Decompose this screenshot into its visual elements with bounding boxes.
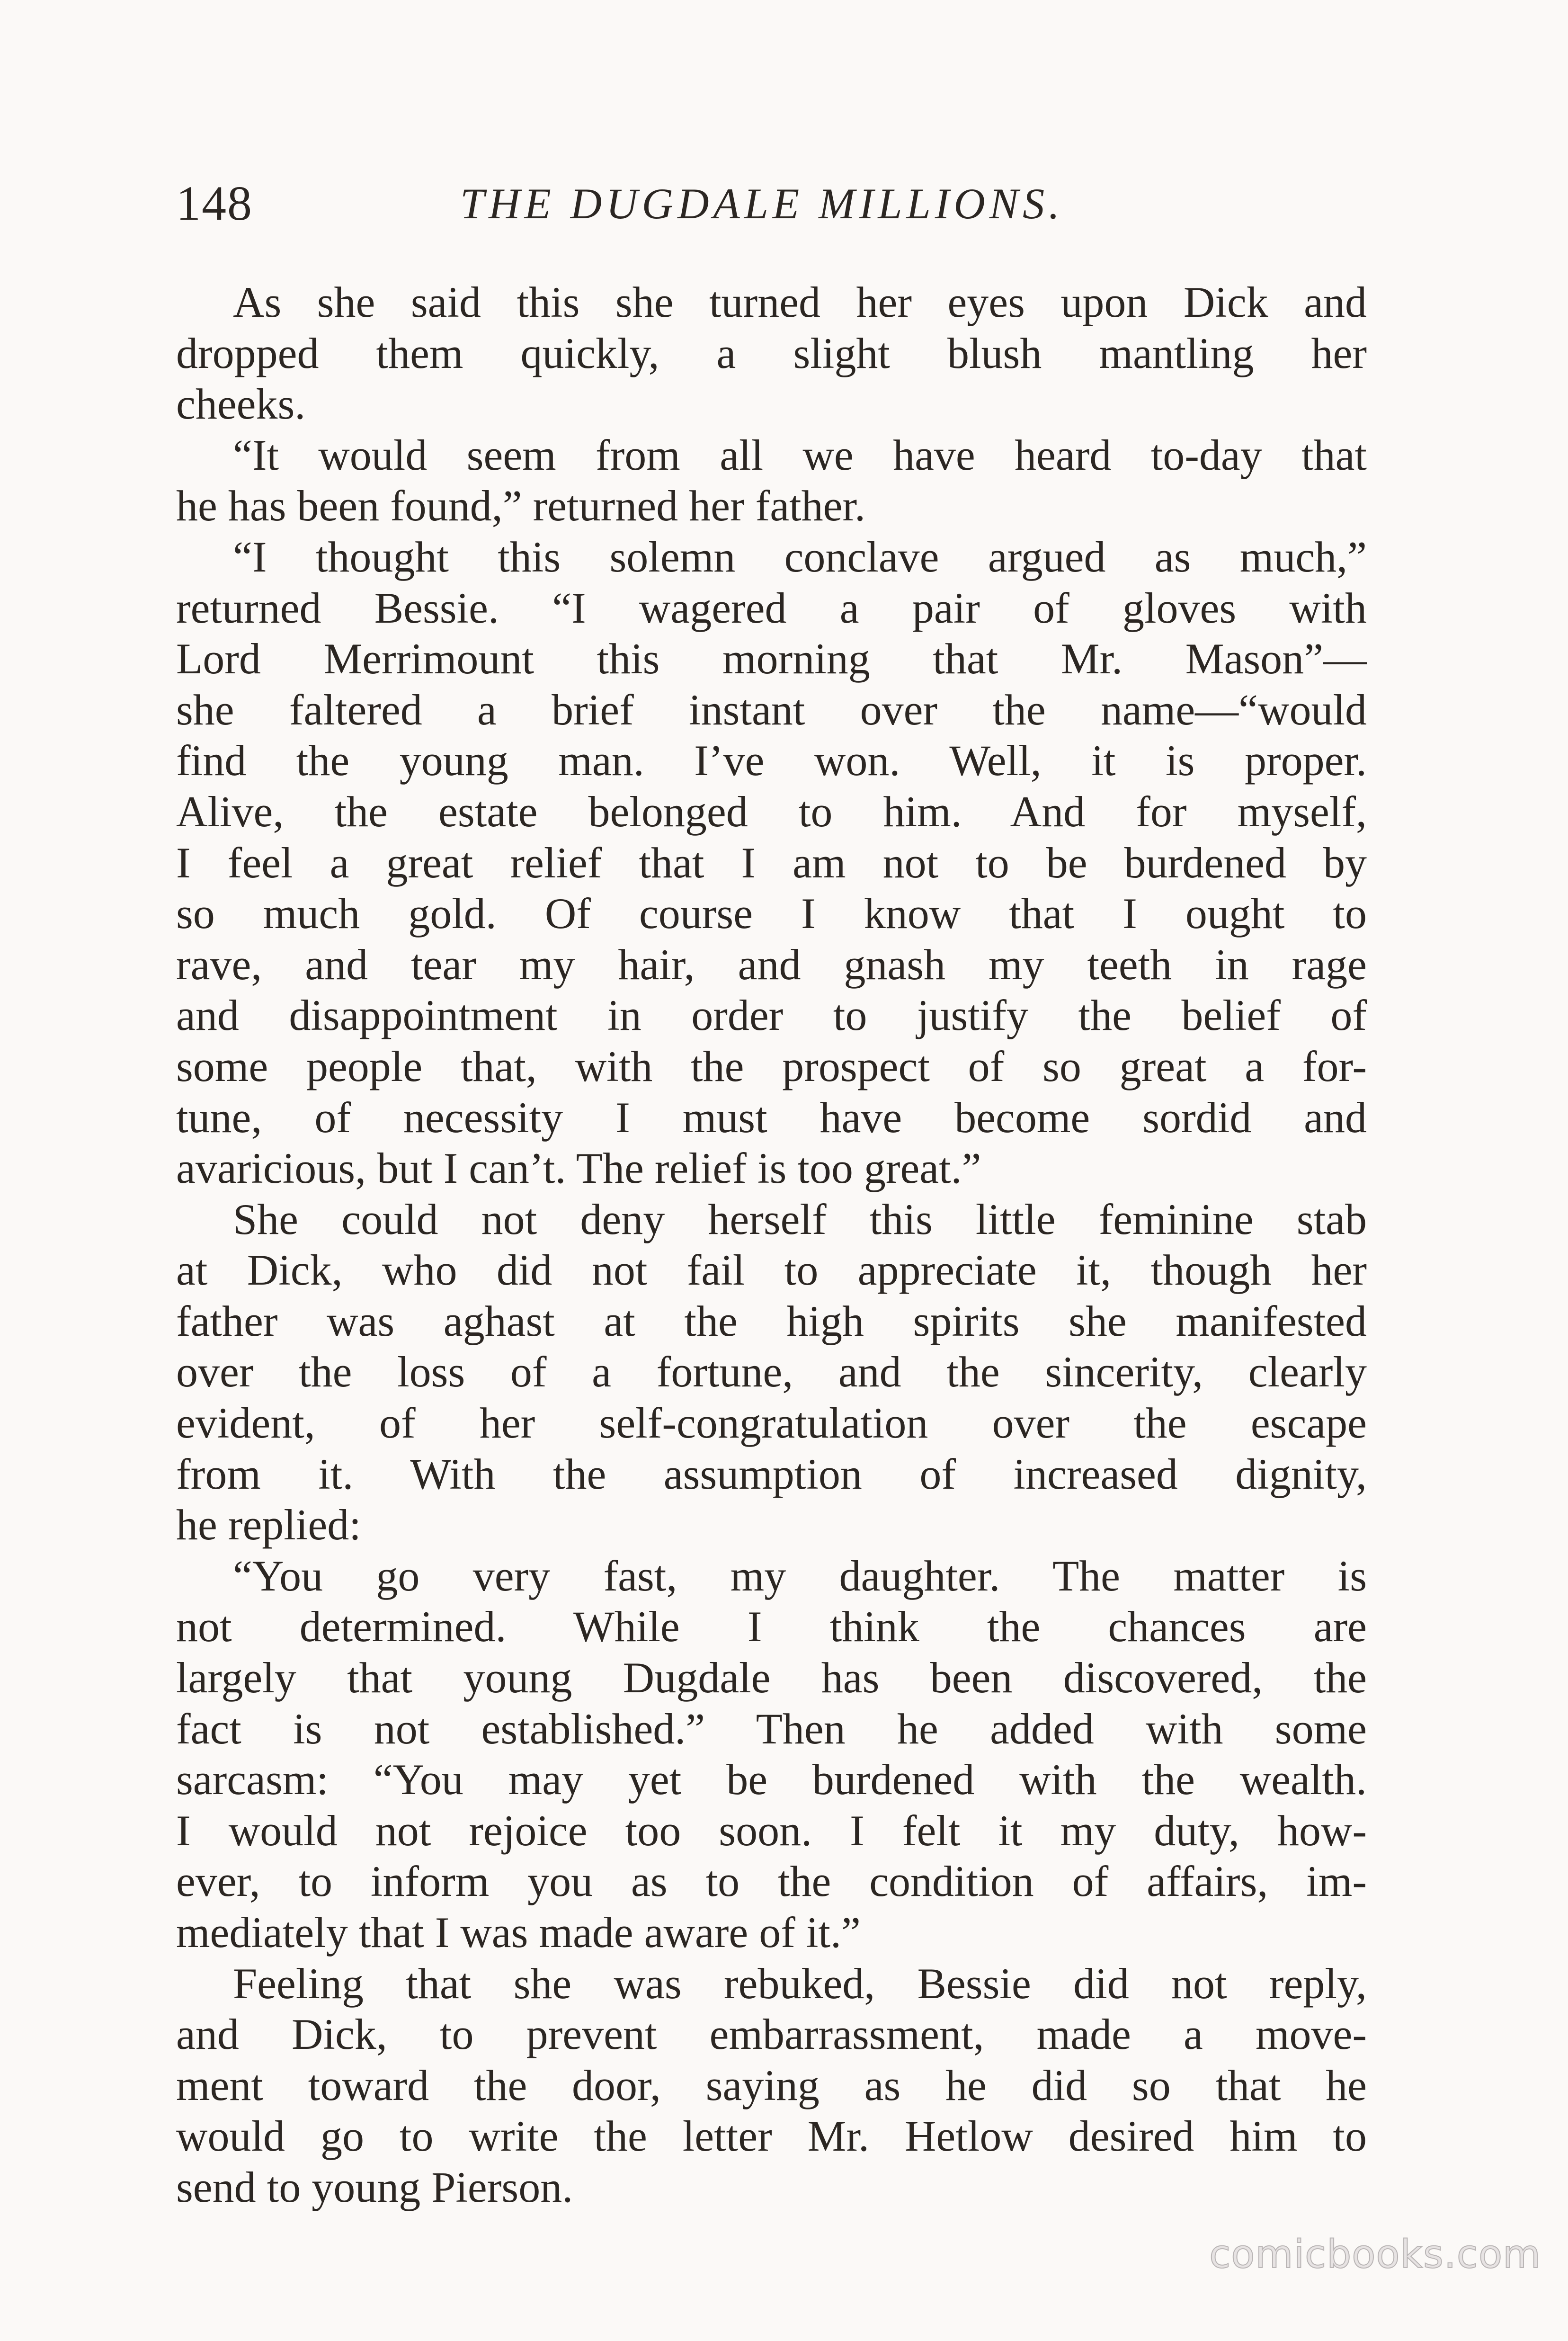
text-line: and Dick, to prevent embarrassment, made a move- xyxy=(176,2010,1367,2059)
text-line: mediately that I was made aware of it.” xyxy=(176,1908,861,1957)
text-line: tune, of necessity I must have become sordid and xyxy=(176,1093,1367,1142)
text-line: cheeks. xyxy=(176,380,306,429)
page-number: 148 xyxy=(176,176,253,231)
text-line: find the young man. I’ve won. Well, it is proper. xyxy=(176,736,1367,785)
watermark: comicbooks.com xyxy=(1209,2232,1541,2277)
text-line: Lord Merrimount this morning that Mr. Mason”— xyxy=(176,634,1367,683)
text-line: he replied: xyxy=(176,1501,361,1549)
text-line: As she said this she turned her eyes upon Dick and xyxy=(233,278,1367,326)
text-line: father was aghast at the high spirits she manifested xyxy=(176,1296,1367,1345)
text-line: he has been found,” returned her father. xyxy=(176,482,866,530)
text-line: avaricious, but I can’t. The relief is too great.” xyxy=(176,1144,981,1193)
running-head xyxy=(176,170,1367,237)
text-line: evident, of her self-congratulation over the escape xyxy=(176,1399,1367,1447)
text-line: rave, and tear my hair, and gnash my teeth in rage xyxy=(176,940,1367,989)
text-line: would go to write the letter Mr. Hetlow desired him to xyxy=(176,2112,1367,2161)
text-line: over the loss of a fortune, and the sincerity, clearly xyxy=(176,1348,1367,1396)
text-line: from it. With the assumption of increased dignity, xyxy=(176,1449,1367,1498)
book-title: THE DUGDALE MILLIONS. xyxy=(460,179,1064,228)
text-line: and disappointment in order to justify the belief of xyxy=(176,991,1367,1040)
text-line: She could not deny herself this little feminine stab xyxy=(233,1195,1367,1243)
text-line: I would not rejoice too soon. I felt it my duty, how- xyxy=(176,1806,1367,1855)
text-line: not determined. While I think the chances are xyxy=(176,1602,1367,1651)
text-line: ment toward the door, saying as he did so that he xyxy=(176,2061,1367,2109)
text-line: “You go very fast, my daughter. The matter is xyxy=(233,1551,1367,1600)
text-line: dropped them quickly, a slight blush mantling her xyxy=(176,329,1367,377)
text-line: sarcasm: “You may yet be burdened with the wealth. xyxy=(176,1755,1367,1804)
text-line: I feel a great relief that I am not to be burdened by xyxy=(176,838,1367,887)
text-line: so much gold. Of course I know that I ought to xyxy=(176,889,1367,938)
text-line: ever, to inform you as to the condition of affairs, im- xyxy=(176,1857,1367,1906)
text-line: some people that, with the prospect of so great a for- xyxy=(176,1042,1367,1090)
text-line: send to young Pierson. xyxy=(176,2162,573,2211)
text-line: Feeling that she was rebuked, Bessie did not reply, xyxy=(233,1959,1367,2008)
text-line: “I thought this solemn conclave argued as much,” xyxy=(233,532,1367,581)
text-line: she faltered a brief instant over the name—“would xyxy=(176,685,1367,734)
text-line: “It would seem from all we have heard to-day that xyxy=(233,430,1367,479)
body-text xyxy=(176,277,1367,2213)
text-line: fact is not established.” Then he added with some xyxy=(176,1704,1367,1753)
text-line: at Dick, who did not fail to appreciate it, though her xyxy=(176,1246,1367,1295)
text-line: returned Bessie. “I wagered a pair of gloves with xyxy=(176,583,1367,632)
text-line: largely that young Dugdale has been discovered, the xyxy=(176,1653,1367,1702)
text-line: Alive, the estate belonged to him. And for myself, xyxy=(176,787,1367,836)
